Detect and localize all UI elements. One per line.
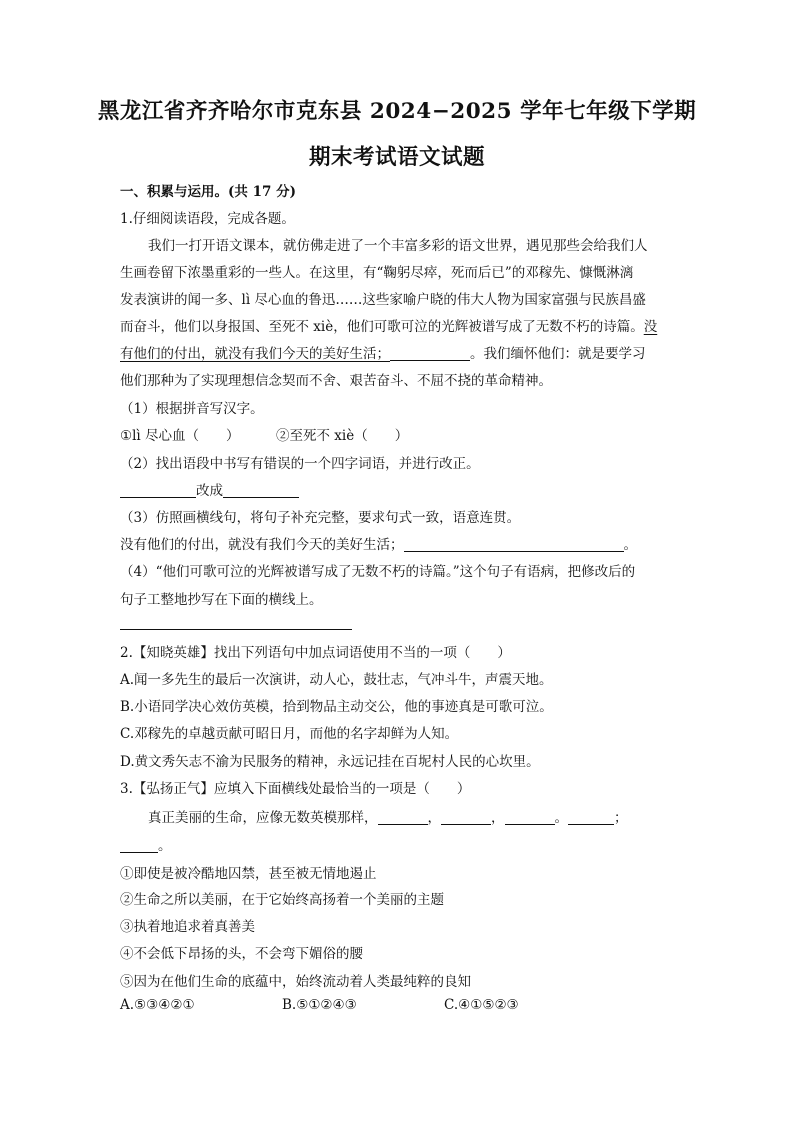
- semicolon-mark: ；: [614, 810, 628, 826]
- q2-option: C.邓稼先的卓越贡献可昭日月，而他的名字却鲜为人知。: [120, 726, 459, 742]
- sentence-text: 没有他们的付出，就没有我们今天的美好生活；: [120, 537, 404, 553]
- q1-passage-line: [120, 342, 646, 362]
- q2-stem: 2.【知晓英雄】找出下列语句中加点词语使用不当的一项（ ）: [120, 645, 511, 661]
- q3-choices: [120, 997, 519, 1013]
- exam-title-line2: 期末考试语文试题: [308, 145, 485, 170]
- section-heading: 一、积累与运用。(共 17 分): [120, 184, 296, 200]
- q1-passage-line: 他们那种为了实现理想信念契而不舍、艰苦奋斗、不屈不挠的革命精神。: [120, 373, 552, 389]
- q3-item: ①即使是被冷酷地囚禁，甚至被无情地遏止: [120, 866, 377, 882]
- q1-stem: 1.仔细阅读语段，完成各题。: [120, 211, 295, 227]
- q3-item: ④不会低下昂扬的头，不会弯下媚俗的腰: [120, 946, 363, 962]
- q3-item: ⑤因为在他们生命的底蕴中，始终流动着人类最纯粹的良知: [120, 974, 471, 990]
- q1-sub3-answer: [120, 533, 637, 553]
- q1-passage-line: 我们一打开语文课本，就仿佛走进了一个丰富多彩的语文世界，遇见那些会给我们人: [148, 238, 648, 254]
- q2-option: D.黄文秀矢志不渝为民服务的精神，永远记挂在百坭村人民的心坎里。: [120, 754, 540, 770]
- answer-blank[interactable]: [505, 811, 555, 826]
- exam-title-line1: 黑龙江省齐齐哈尔市克东县 2024−2025 学年七年级下学期: [97, 99, 697, 124]
- pinyin-item-b: ②至死不 xiè（ ）: [276, 428, 409, 444]
- q3-item: ②生命之所以美丽，在于它始终高扬着一个美丽的主题: [120, 892, 444, 908]
- period-mark: 。: [158, 838, 172, 854]
- q3-stem: 3.【弘扬正气】应填入下面横线处最恰当的一项是（ ）: [120, 781, 471, 797]
- answer-blank[interactable]: [568, 811, 614, 826]
- q1-sub1: （1）根据拼音写汉字。: [120, 401, 264, 417]
- correction-label: 改成: [196, 483, 223, 499]
- q3-item: ③执着地追求着真善美: [120, 919, 255, 935]
- answer-blank[interactable]: [378, 811, 428, 826]
- q1-sub4: 句子工整地抄写在下面的横线上。: [120, 592, 323, 608]
- answer-blank[interactable]: [223, 484, 299, 499]
- q1-sub3: （3）仿照画横线句，将句子补充完整，要求句式一致，语意连贯。: [120, 510, 521, 526]
- pinyin-item-a: ①lì 尽心血（ ）: [120, 428, 240, 444]
- lead-text: 真正美丽的生命，应像无数英模那样，: [148, 810, 378, 826]
- answer-line[interactable]: [120, 629, 352, 630]
- period-mark: 。: [554, 810, 568, 826]
- q1-sub4: （4）“他们可歌可泣的光辉被谱写成了无数不朽的诗篇。”这个句子有语病，把修改后的: [120, 564, 636, 580]
- answer-blank[interactable]: [120, 484, 196, 499]
- underlined-sentence: 有他们的付出，就没有我们今天的美好生活；: [120, 346, 390, 362]
- passage-text: 而奋斗，他们以身报国、至死不 xiè，他们可歌可泣的光辉被谱写成了无数不朽的诗篇。: [120, 319, 644, 335]
- comma-mark: ，: [427, 810, 441, 826]
- answer-blank[interactable]: [404, 538, 624, 553]
- passage-text: 。我们缅怀他们：就是要学习: [470, 346, 646, 362]
- q1-passage-line: 生画卷留下浓墨重彩的一些人。在这里，有“鞠躬尽瘁，死而后已”的邓稼先、慷慨淋漓: [120, 265, 634, 281]
- underlined-sentence: 没: [643, 319, 658, 335]
- choice-a[interactable]: A.⑤③④②①: [120, 997, 195, 1013]
- choice-b[interactable]: B.⑤①②④③: [282, 997, 357, 1013]
- q1-sub1-items: [120, 424, 408, 444]
- q2-option: A.闻一多先生的最后一次演讲，动人心，鼓壮志，气冲斗牛，声震天地。: [120, 672, 553, 688]
- q1-passage-line: [120, 315, 657, 335]
- q1-passage-line: 发表演讲的闻一多、lì 尽心血的鲁迅……这些家喻户晓的伟大人物为国家富强与民族昌盛: [120, 292, 646, 308]
- answer-blank[interactable]: [120, 839, 158, 854]
- q3-lead-cont: [120, 834, 172, 854]
- answer-blank[interactable]: [441, 811, 491, 826]
- q2-option: B.小语同学决心效仿英模，拾到物品主动交公，他的事迹真是可歌可泣。: [120, 699, 553, 715]
- answer-blank[interactable]: [390, 347, 470, 362]
- period-mark: 。: [623, 537, 637, 553]
- comma-mark: ，: [491, 810, 505, 826]
- choice-c[interactable]: C.④①⑤②③: [444, 997, 519, 1013]
- q1-sub2-answer: [120, 479, 299, 499]
- q1-sub2: （2）找出语段中书写有错误的一个四字词语，并进行改正。: [120, 456, 480, 472]
- q3-lead: [148, 806, 628, 826]
